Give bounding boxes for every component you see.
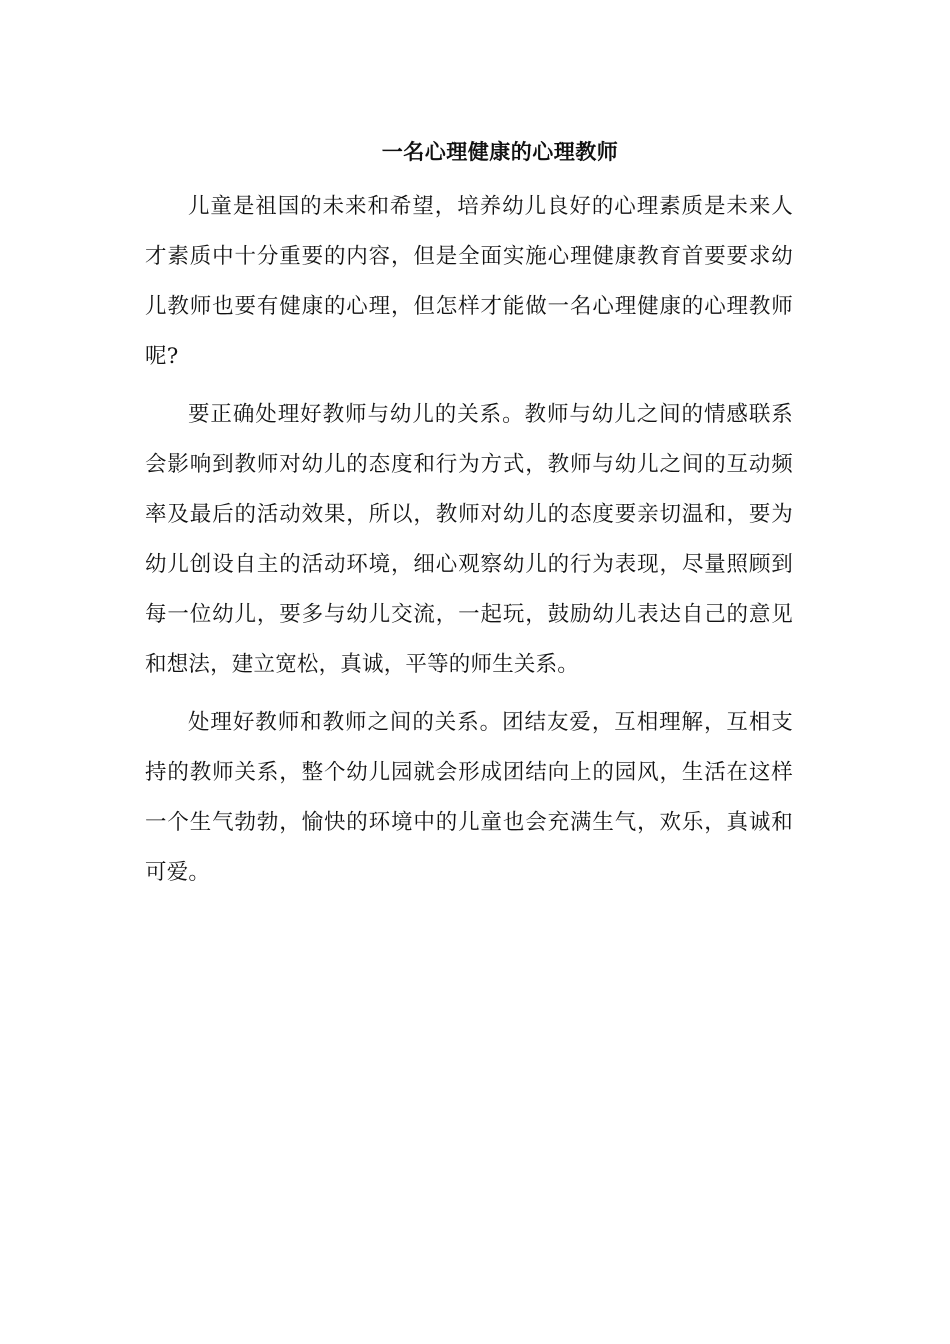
document-body — [145, 182, 793, 906]
paragraph-teacher-child-relationship: 要正确处理好教师与幼儿的关系。教师与幼儿之间的情感联系会影响到教师对幼儿的态度和行为方式，教师与幼儿之间的互动频率及最后的活动效果，所以，教师对幼儿的态度要亲切温和，要为幼儿创设自主的活动环境，细心观察幼儿的行为表现，尽量照顾到每一位幼儿，要多与幼儿交流，一起玩，鼓励幼儿表达自己的意见和想法，建立宽松，真诚，平等的师生关系。 — [145, 402, 793, 677]
paragraph-intro: 儿童是祖国的未来和希望，培养幼儿良好的心理素质是未来人才素质中十分重要的内容，但是全面实施心理健康教育首要要求幼儿教师也要有健康的心理，但怎样才能做一名心理健康的心理教师呢? — [145, 194, 793, 369]
paragraph-teacher-teacher-relationship: 处理好教师和教师之间的关系。团结友爱，互相理解，互相支持的教师关系，整个幼儿园就会形成团结向上的园风，生活在这样一个生气勃勃，愉快的环境中的儿童也会充满生气，欢乐，真诚和可爱。 — [145, 710, 793, 885]
document-title: 一名心理健康的心理教师 — [381, 139, 619, 164]
